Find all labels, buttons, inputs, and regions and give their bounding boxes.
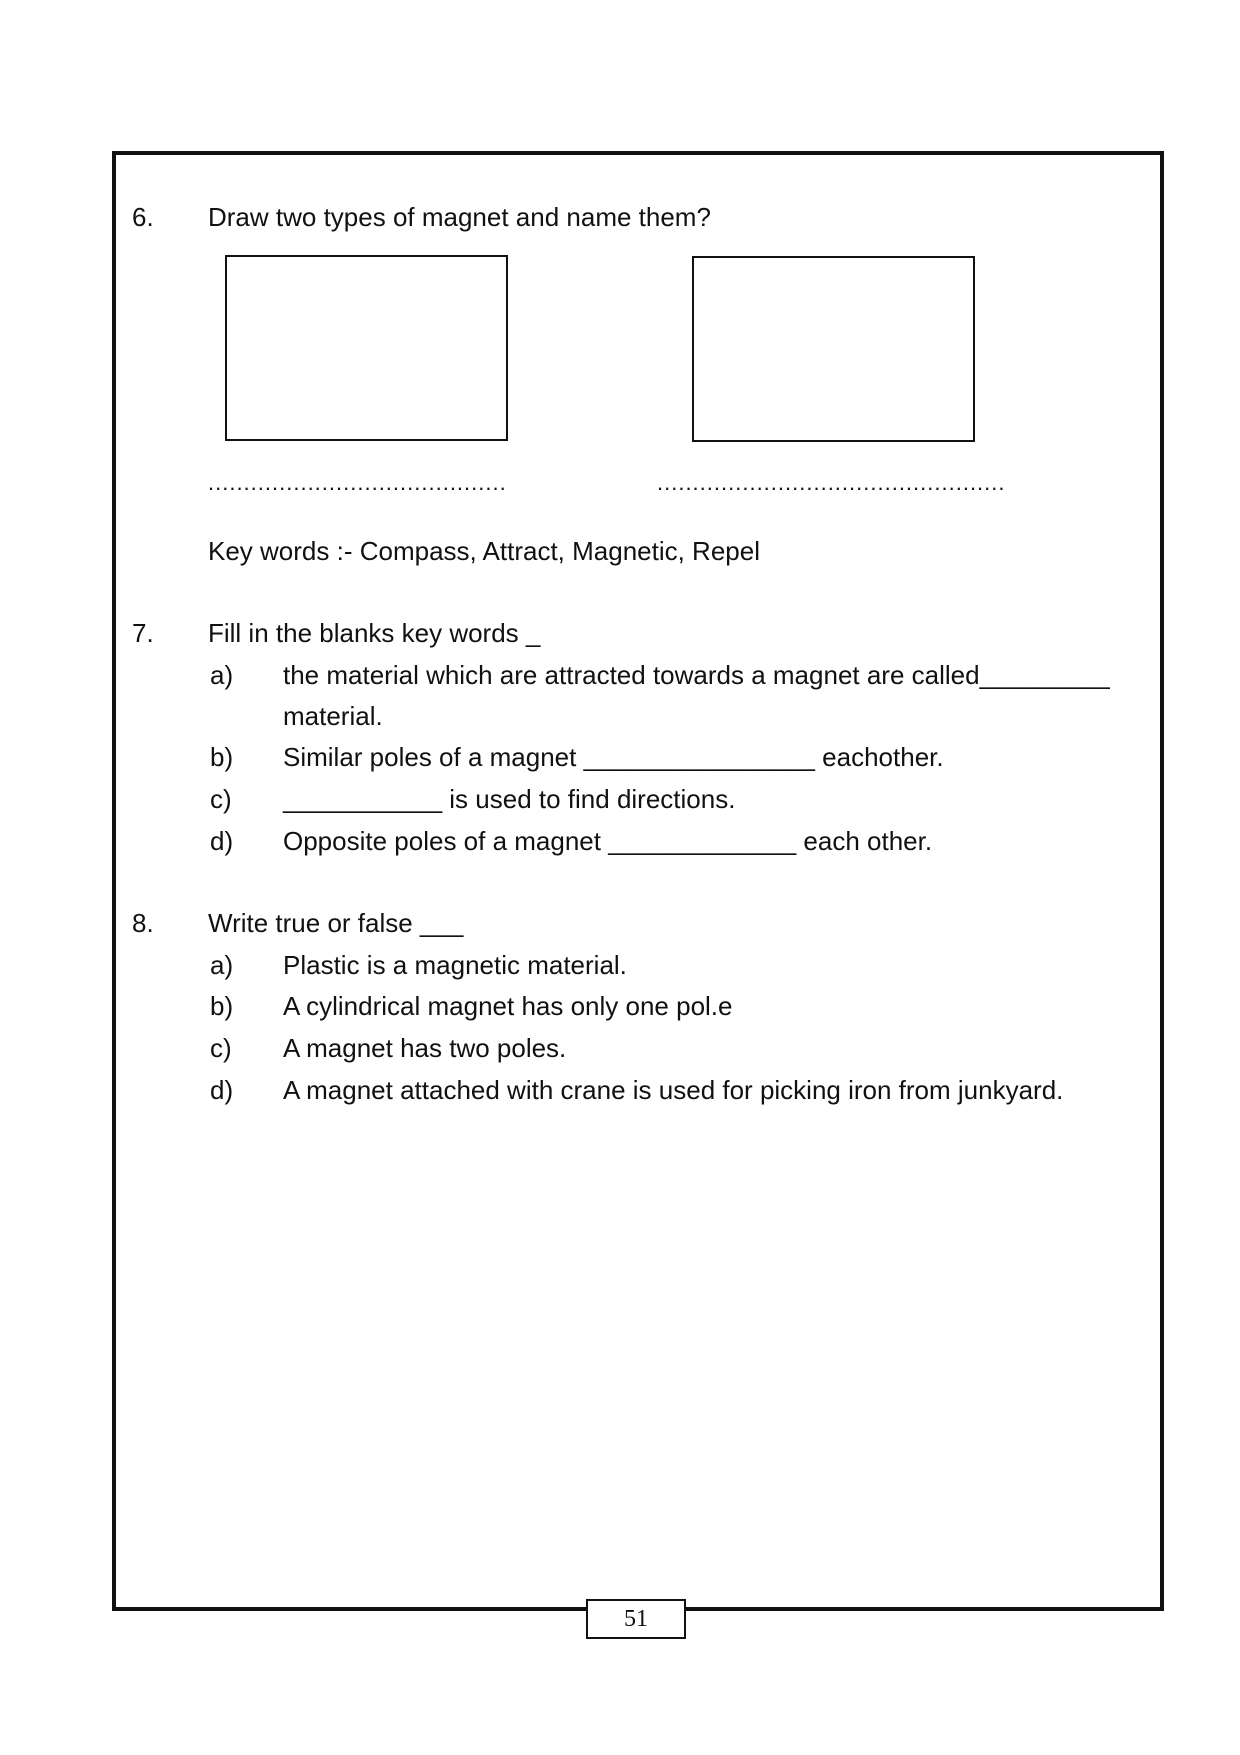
q7-item-a-text: the material which are attracted towards a magnet are called_________ xyxy=(283,660,1110,690)
question-8-number: 8. xyxy=(132,908,154,938)
question-6-text: Draw two types of magnet and name them? xyxy=(208,202,711,232)
answer-line-left[interactable]: .......................................... xyxy=(208,470,507,495)
answer-line-right[interactable]: ................................................. xyxy=(657,470,1006,495)
q7-item-a-text-continued: material. xyxy=(283,701,383,731)
q8-item-b-label: b) xyxy=(210,991,234,1021)
drawing-box-left[interactable] xyxy=(225,255,508,441)
q7-item-c-label: c) xyxy=(210,784,232,814)
q7-item-a-label: a) xyxy=(210,660,234,690)
question-7-number: 7. xyxy=(132,618,154,648)
drawing-box-right[interactable] xyxy=(692,256,975,442)
q7-item-d-label: d) xyxy=(210,826,234,856)
question-7-text: Fill in the blanks key words _ xyxy=(208,618,541,648)
q8-item-b-text: A cylindrical magnet has only one pol.e xyxy=(283,991,733,1021)
q8-item-a-label: a) xyxy=(210,950,234,980)
page-number: 51 xyxy=(586,1599,686,1639)
keywords-line: Key words :- Compass, Attract, Magnetic, Repel xyxy=(208,536,760,566)
q7-item-b-label: b) xyxy=(210,742,234,772)
q8-item-d-label: d) xyxy=(210,1075,234,1105)
q7-item-d-text: Opposite poles of a magnet _____________ each other. xyxy=(283,826,933,856)
q8-item-c-text: A magnet has two poles. xyxy=(283,1033,567,1063)
question-8-text: Write true or false ___ xyxy=(208,908,464,938)
q8-item-c-label: c) xyxy=(210,1033,232,1063)
q8-item-a-text: Plastic is a magnetic material. xyxy=(283,950,627,980)
question-6-number: 6. xyxy=(132,202,154,232)
q8-item-d-text: A magnet attached with crane is used for picking iron from junkyard. xyxy=(283,1075,1064,1105)
q7-item-b-text: Similar poles of a magnet ________________ eachother. xyxy=(283,742,944,772)
q7-item-c-text: ___________ is used to find directions. xyxy=(283,784,736,814)
